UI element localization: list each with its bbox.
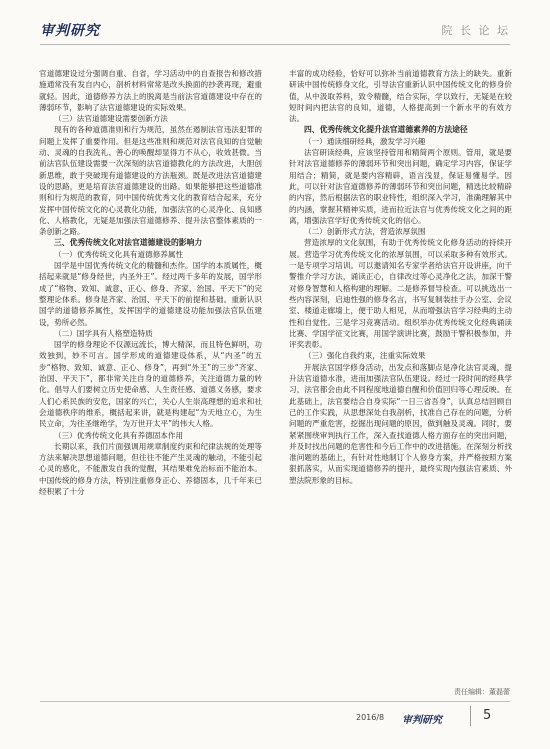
subsection-heading: （一）通读细研经典，激发学习兴趣 xyxy=(304,136,426,146)
paragraph: 国学的修身理论不仅源远流长，博大精深，而且特色鲜明，功效独到，妙不可言。国学形成的道德建设体系，从“内圣”的五步“格物、致知、诚意、正心、修身”，再到“外王”的三步“齐家、治国、平天下”，都非常关注自身的道德修养，关注道德力量的转化。倡导人们要树立历史使命感、人生责任感、道德义务感，要求人们心系民族的安危，国家的兴亡，关心人生崇高理想的追求和社会道德秩序的维系，概括起来讲，就是构建起“为天地立心，为生民立命，为往圣继绝学，为万世开太平”的伟大人格。 xyxy=(39,340,262,429)
section-heading: 四、优秀传统文化提升法官道德素养的方法途径 xyxy=(304,125,468,135)
page-number: 5 xyxy=(483,708,492,723)
subsection-heading: （二）国学具有人格塑造特质 xyxy=(54,328,153,338)
paragraph: 开展法官国学修身活动，出发点和落脚点是净化法官灵魂，提升法官道德水准，进而加强法官队伍建设。经过一段时间的经典学习，法官都会由此不同程度地道德自醒和价值回归等心理反映。在此基础上，法官要结合自身实际“一日三省吾身”，认真总结回顾自己的工作实践，从思想深处自我剖析，找准自己存在的问题，分析问题的严重危害，挖掘出现问题的原因，做到触及灵魂。同时，要紧紧围绕审判执行工作，深入查找道德人格方面存在的突出问题，并及时找出问题的危害性和今后工作中的改进措施。在深刻分析找准问题的基础上，有针对性地制订个人修身方案，并严格按照方案狠抓落实，从而实现道德修养的提升，最终实现内强法官素质、外塑法院形象的目标。 xyxy=(289,362,512,485)
footer-divider xyxy=(40,701,510,702)
paragraph: 法官研读经典，应该坚持管用和精简两个原则。管用，就是要针对法官道德修养的薄弱环节和突出问题，确定学习内容，保证学用结合；精简，就是要内容精辟，语言浅显，保证易懂易学。因此，可以针对法官道德修养的薄弱环节和突出问题，精选比较精辟的内容，然后根据法官的职业特性，组织深入学习，准确理解其中的内涵，掌握其精神实质，进而拉近法官与优秀传统文化之间的距离，增强法官学好优秀传统文化的信心。 xyxy=(289,148,512,225)
paragraph: 长期以来，我们片面强调用规章制度约束和纪律法规的处理等方法来解决思想道德问题，但往往不能产生灵魂的触动，不能引起心灵的感化，不能激发自我的觉醒，其结果难免治标而不能治本。中国传统的修身方法，特别注重修身正心、养德固本，几千年来已经积累了十分 xyxy=(39,441,262,496)
subsection-heading: （三）法官道德建设需要创新方法 xyxy=(54,114,168,124)
page-number-divider xyxy=(470,706,471,726)
section-title: 院 长 论 坛 xyxy=(441,24,510,37)
paragraph: 营造浓厚的文化氛围，有助于优秀传统文化修身活动的持续开展。营造学习优秀传统文化的浓厚氛围，可以采取多种有效形式。一是专项学习培训。可以邀请知名专家学者给法官开设讲座，向干警推介学习方法，诵读正心，自律改过等心灵净化之法，加深干警对修身智慧和人格构建的理解。二是修养督导检查。可以挑选出一些内容深刻，启迪性强的修身名言，书写复制装挂于办公室、会议室、楼道走廊墙上，便于助人相见，从而增强法官学习经典的主动性和自觉性。三是学习竞赛活动。组织举办优秀传统文化经典诵读比赛、学国学征文比赛，用国学演讲比赛，鼓励干警积极参加，并评奖表彰。 xyxy=(289,238,512,350)
responsible-editor: 责任编辑：董磊蕾 xyxy=(454,688,510,696)
left-text-column xyxy=(39,68,262,708)
paragraph-continued: 丰富的成功经验，恰好可以弥补当前道德教育方法上的缺失。重新研读中国传统修身文化，引导法官重新认识中国传统文化的修身价值，从中汲取养料，致令精髓，结合实际，学以致行，无疑是在较短时间内把法官的良知，道德，人格提高到一个新水平的有效方法。 xyxy=(289,69,512,124)
footer-journal-name: 审判研究 xyxy=(402,715,442,726)
subsection-heading: （二）创新形式方法，营造浓厚氛围 xyxy=(304,227,426,237)
subsection-heading: （一）优秀传统文化具有道德修养属性 xyxy=(54,249,184,259)
journal-logo: 审判研究 xyxy=(40,23,100,39)
paragraph: 现有的各种道德准则和行为规范，虽然在遏制法官违法犯罪的问题上发挥了重要作用。但是这些准则和规范对法官良知的自觉触动、灵魂的自我洗礼、善心的唤醒却显得力不从心，收效甚微。当前法官队伍建设需要一次深刻的法官道德教化的方法改进，大胆创新思维，敢于突破现有道德建设的方法瓶颈。既是改进法官道德建设的思路，更是培育法官道德建设的出路。如果能够把这些道德准则和行为规范的教育，同中国传统优秀文化的教育结合起来，充分发挥中国传统文化的心灵教化功能，加强法官的心灵净化、良知感化、人格教化，无疑是加强法官道德修养、提升法官整体素质的一条创新之路。 xyxy=(39,125,262,237)
subsection-heading: （三）强化自我约束，注重实际效果 xyxy=(304,351,426,361)
page-header xyxy=(0,0,550,52)
issue-number: 2016/8 xyxy=(356,713,385,722)
right-text-column xyxy=(289,68,512,708)
paragraph-continued: 官道德建设过分强调自重、自省，学习活动中的自查报告和修改措施通常没有发自内心，剖析材料常常是改头换面的抄袭再现，避重就轻。因此，道德修养方法上的脱离是当前法官道德建设中存在的薄弱环节，影响了法官道德建设的实际效果。 xyxy=(39,69,262,112)
subsection-heading: （三）优秀传统文化具有养德固本作用 xyxy=(54,430,184,440)
section-heading: 三、优秀传统文化对法官道德建设的影响力 xyxy=(54,238,203,248)
paragraph: 国学是中国优秀传统文化的精髓和杰作。国学的本质属性，概括起来就是“修身经世，内圣外王”。经过两千多年的发展，国学形成了“格物、致知、诚意、正心、修身、齐家、治国、平天下”的完整理论体系。修身是齐家、治国、平天下的前提和基础。重新认识国学的道德修养属性，发挥国学的道德建设功能加强法官队伍建设，势所必然。 xyxy=(39,261,262,327)
header-divider xyxy=(40,44,510,45)
